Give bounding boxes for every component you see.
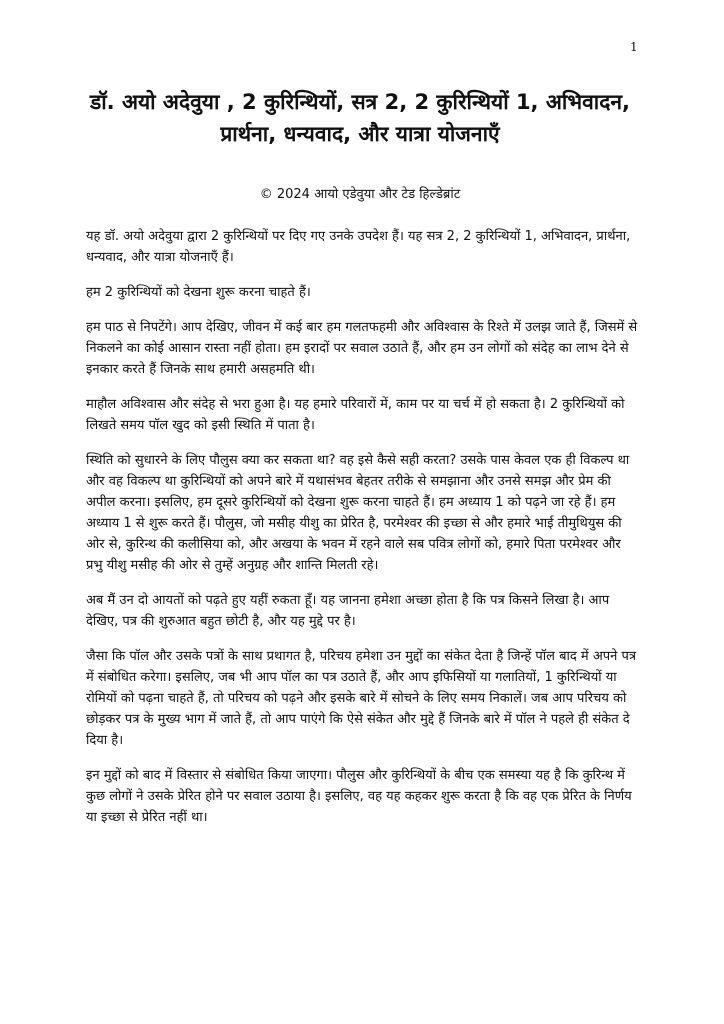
- copyright-line: © 2024 आयो एडेवुया और टेड हिल्डेब्रांट: [259, 187, 461, 202]
- document-body: [86, 226, 638, 842]
- page-number: 1: [630, 40, 638, 54]
- paragraph-start: हम 2 कुरिन्थियों को देखना शुरू करना चाहते हैं।: [86, 285, 311, 300]
- paragraph-author: अब मैं उन दो आयतों को पढ़ते हुए यहीं रुकता हूँ। यह जानना हमेशा अच्छा होता है कि पत्र किसने लिखा है। आप देखिए, पत्र की शुरुआत बहुत छोटी है, और यह मुद्दे पर है।: [86, 593, 610, 629]
- paragraph-intro: यह डॉ. अयो अदेवुया द्वारा 2 कुरिन्थियों पर दिए गए उनके उपदेश हैं। यह सत्र 2, 2 कुरिन्थियों 1, अभिवादन, प्रार्थना, धन्यवाद, और यात्रा योजनाएँ हैं।: [86, 229, 631, 265]
- paragraph-mistrust: हम पाठ से निपटेंगे। आप देखिए, जीवन में कई बार हम गलतफहमी और अविश्वास के रिश्ते में उलझ जाते हैं, जिसमें से निकलने का कोई आसान रास्ता नहीं होता। हम इरादों पर सवाल उठाते हैं, और हम उन लोगों को संदेह का लाभ देने से इनकार करते हैं जिनके साथ हमारी असहमति थी।: [86, 320, 638, 377]
- paragraph-paul-option: स्थिति को सुधारने के लिए पौलुस क्या कर सकता था? वह इसे कैसे सही करता? उसके पास केवल एक ही विकल्प था और वह विकल्प था कुरिन्थियों को अपने बारे में यथासंभव बेहतर तरीके से समझाना और उनसे समझ और प्रेम की अपील करना। इसलिए, हम दूसरे कुरिन्थियों को देखना शुरू करना चाहते हैं। हम अध्याय 1 को पढ़ने जा रहे हैं। हम अध्याय 1 से शुरू करते हैं। पौलुस, जो मसीह यीशु का प्रेरित है, परमेश्वर की इच्छा से और हमारे भाई तीमुथियुस की ओर से, कुरिन्थ की कलीसिया को, और अखया के भवन में रहने वाले सब पवित्र लोगों को, हमारे पिता परमेश्वर और प्रभु यीशु मसीह की ओर से तुम्हें अनुग्रह और शान्ति मिलती रहे।: [86, 453, 630, 573]
- document-title: डॉ. अयो अदेवुया , 2 कुरिन्थियों, सत्र 2, 2 कुरिन्थियों 1, अभिवादन, प्रार्थना, धन्यवाद, और यात्रा योजनाएँ: [90, 90, 630, 146]
- paragraph-atmosphere: माहौल अविश्वास और संदेह से भरा हुआ है। यह हमारे परिवारों में, काम पर या चर्च में हो सकता है। 2 कुरिन्थियों को लिखते समय पॉल खुद को इसी स्थिति में पाता है।: [86, 397, 625, 433]
- paragraph-introduction-signals: जैसा कि पॉल और उसके पत्रों के साथ प्रथागत है, परिचय हमेशा उन मुद्दों का संकेत देता है जिन्हें पॉल बाद में अपने पत्र में संबोधित करेगा। इसलिए, जब भी आप पॉल का पत्र उठाते हैं, और आप इफिसियों या गलातियों, 1 कुरिन्थियों या रोमियों को पढ़ना चाहते हैं, तो परिचय को पढ़ने और इसके बारे में सोचने के लिए समय निकालें। जब आप परिचय को छोड़कर पत्र के मुख्य भाग में जाते हैं, तो आप पाएंगे कि ऐसे संकेत और मुद्दे हैं जिनके बारे में पॉल ने पहले ही संकेत दे दिया है।: [86, 649, 637, 748]
- paragraph-apostleship: इन मुद्दों को बाद में विस्तार से संबोधित किया जाएगा। पौलुस और कुरिन्थियों के बीच एक समस्या यह है कि कुरिन्थ में कुछ लोगों ने उसके प्रेरित होने पर सवाल उठाया है। इसलिए, वह यह कहकर शुरू करता है कि वह एक प्रेरित के निर्णय या इच्छा से प्रेरित नहीं था।: [86, 768, 632, 825]
